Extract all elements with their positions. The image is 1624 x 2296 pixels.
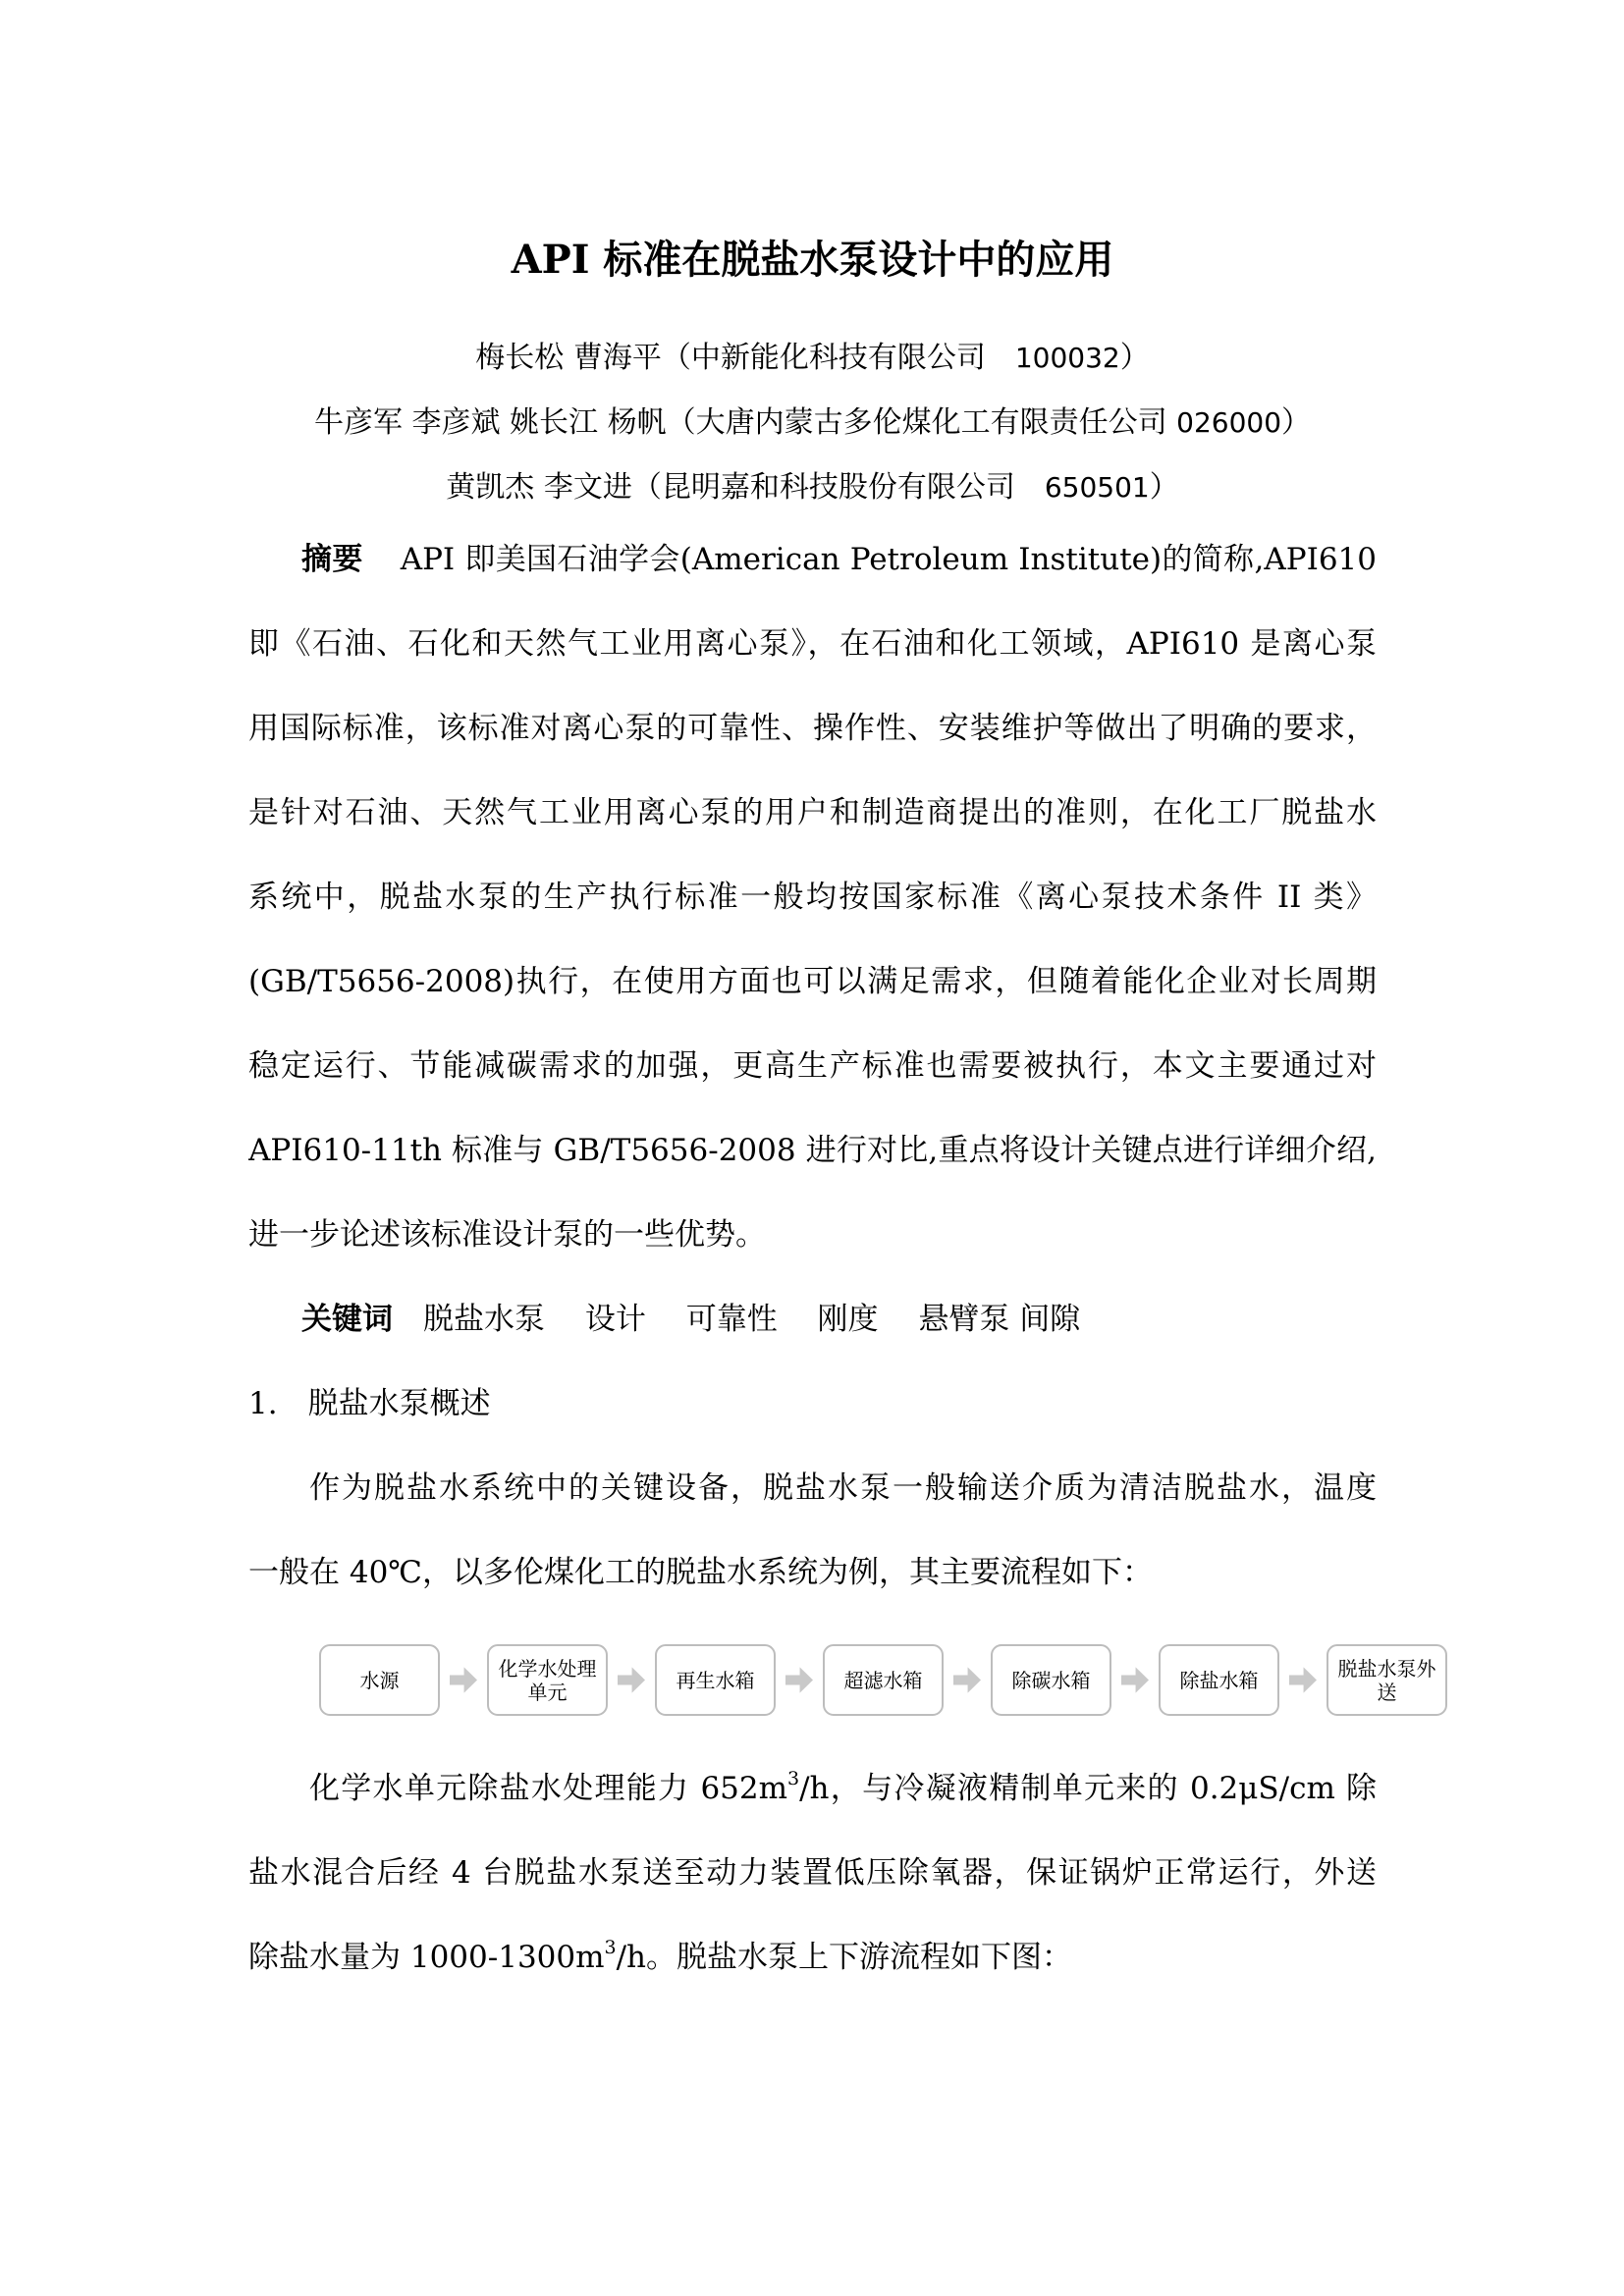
- flow-box-demineralized-tank: [1159, 1644, 1279, 1716]
- flow-box-label: 超滤水箱: [843, 1668, 923, 1692]
- flow-box-regen-tank: [655, 1644, 776, 1716]
- flow-box-decarbonized-tank: [991, 1644, 1111, 1716]
- abstract-line: 用国际标准，该标准对离心泵的可靠性、操作性、安装维护等做出了明确的要求，: [248, 711, 1377, 746]
- superscript-3: 3: [787, 1768, 800, 1789]
- right-arrow-icon: [953, 1667, 981, 1694]
- abstract-line: 即《石油、石化和天然气工业用离心泵》，在石油和化工领域，API610 是离心泵: [248, 626, 1377, 662]
- abstract-line: API610-11th 标准与 GB/T5656-2008 进行对比,重点将设计关键点进行详细介绍,: [248, 1133, 1377, 1168]
- body-line: 盐水混合后经 4 台脱盐水泵送至动力装置低压除氧器，保证锅炉正常运行，外送: [248, 1855, 1377, 1891]
- capacity-paragraph: [248, 1746, 1377, 2000]
- keywords-terms: 脱盐水泵 设计 可靠性 刚度 悬臂泵 间隙: [423, 1302, 1081, 1337]
- flow-box-label: 除盐水箱: [1179, 1668, 1259, 1692]
- flow-box-chemical-water-unit: [487, 1644, 608, 1716]
- abstract-line: 是针对石油、天然气工业用离心泵的用户和制造商提出的准则，在化工厂脱盐水: [248, 795, 1377, 830]
- author-postcode: 100032: [1014, 342, 1120, 374]
- author-names: 黄凯杰 李文进（昆明嘉和科技股份有限公司: [446, 470, 1045, 505]
- flow-box-water-source: [319, 1644, 440, 1716]
- flow-box-label: 送: [1377, 1680, 1397, 1704]
- abstract-line: 进一步论述该标准设计泵的一些优势。: [248, 1217, 766, 1253]
- section-1: [248, 1362, 1377, 1615]
- section-heading: 1. 脱盐水泵概述: [248, 1386, 491, 1421]
- author-paren: ）: [1281, 405, 1312, 440]
- flow-box-label: 除碳水箱: [1011, 1668, 1091, 1692]
- flow-box-ultrafiltration-tank: [823, 1644, 944, 1716]
- abstract-text: API 即美国石油学会(American Petroleum Institute)的简称,API610: [400, 542, 1377, 577]
- body-text: 化学水单元除盐水处理能力 652m: [309, 1771, 788, 1806]
- abstract-label: 摘要: [301, 542, 363, 577]
- abstract-paragraph: [248, 517, 1377, 1277]
- author-paren: ）: [1119, 341, 1150, 375]
- flow-box-label: 单元: [527, 1680, 568, 1704]
- body-line: [248, 1746, 1377, 1831]
- author-line: [248, 326, 1377, 391]
- right-arrow-icon: [618, 1667, 645, 1694]
- flow-box-label: 再生水箱: [676, 1668, 755, 1692]
- body-line: [248, 1915, 1377, 2000]
- author-names: 牛彦军 李彦斌 姚长江 杨帆（大唐内蒙古多伦煤化工有限责任公司: [313, 405, 1177, 440]
- author-postcode: 026000: [1176, 406, 1282, 439]
- flow-box-label: 化学水处理: [498, 1656, 597, 1681]
- author-line: [248, 391, 1377, 455]
- body-line: 作为脱盐水系统中的关键设备，脱盐水泵一般输送介质为清洁脱盐水，温度: [309, 1470, 1377, 1506]
- flow-box-label: 水源: [359, 1668, 400, 1692]
- abstract-line: 系统中，脱盐水泵的生产执行标准一般均按国家标准《离心泵技术条件 II 类》: [248, 880, 1377, 915]
- right-arrow-icon: [785, 1667, 813, 1694]
- flow-box-pump-outfeed: [1326, 1644, 1447, 1716]
- body-text: /h。脱盐水泵上下游流程如下图：: [616, 1940, 1073, 1975]
- right-arrow-icon: [1289, 1667, 1317, 1694]
- body-text: 除盐水量为 1000-1300m: [248, 1940, 605, 1975]
- keywords-row: [248, 1277, 1377, 1362]
- abstract-line: [248, 517, 1377, 602]
- author-block: [248, 326, 1377, 520]
- abstract-line: (GB/T5656-2008)执行，在使用方面也可以满足需求，但随着能化企业对长周期: [248, 964, 1377, 999]
- author-postcode: 650501: [1044, 471, 1150, 504]
- right-arrow-icon: [450, 1667, 477, 1694]
- page-title: API 标准在脱盐水泵设计中的应用: [511, 237, 1114, 283]
- flow-box-label: 脱盐水泵外: [1337, 1656, 1436, 1681]
- author-line: [248, 455, 1377, 520]
- right-arrow-icon: [1121, 1667, 1149, 1694]
- abstract-line: 稳定运行、节能减碳需求的加强，更高生产标准也需要被执行，本文主要通过对: [248, 1048, 1377, 1084]
- process-flow-diagram: [319, 1644, 1456, 1716]
- body-line: 一般在 40℃，以多伦煤化工的脱盐水系统为例，其主要流程如下：: [248, 1555, 1153, 1590]
- body-text: /h，与冷凝液精制单元来的 0.2μS/cm 除: [799, 1771, 1377, 1806]
- superscript-3: 3: [604, 1937, 617, 1958]
- author-paren: ）: [1149, 470, 1179, 505]
- author-names: 梅长松 曹海平（中新能化科技有限公司: [475, 341, 1015, 375]
- keywords-label: 关键词: [301, 1302, 393, 1337]
